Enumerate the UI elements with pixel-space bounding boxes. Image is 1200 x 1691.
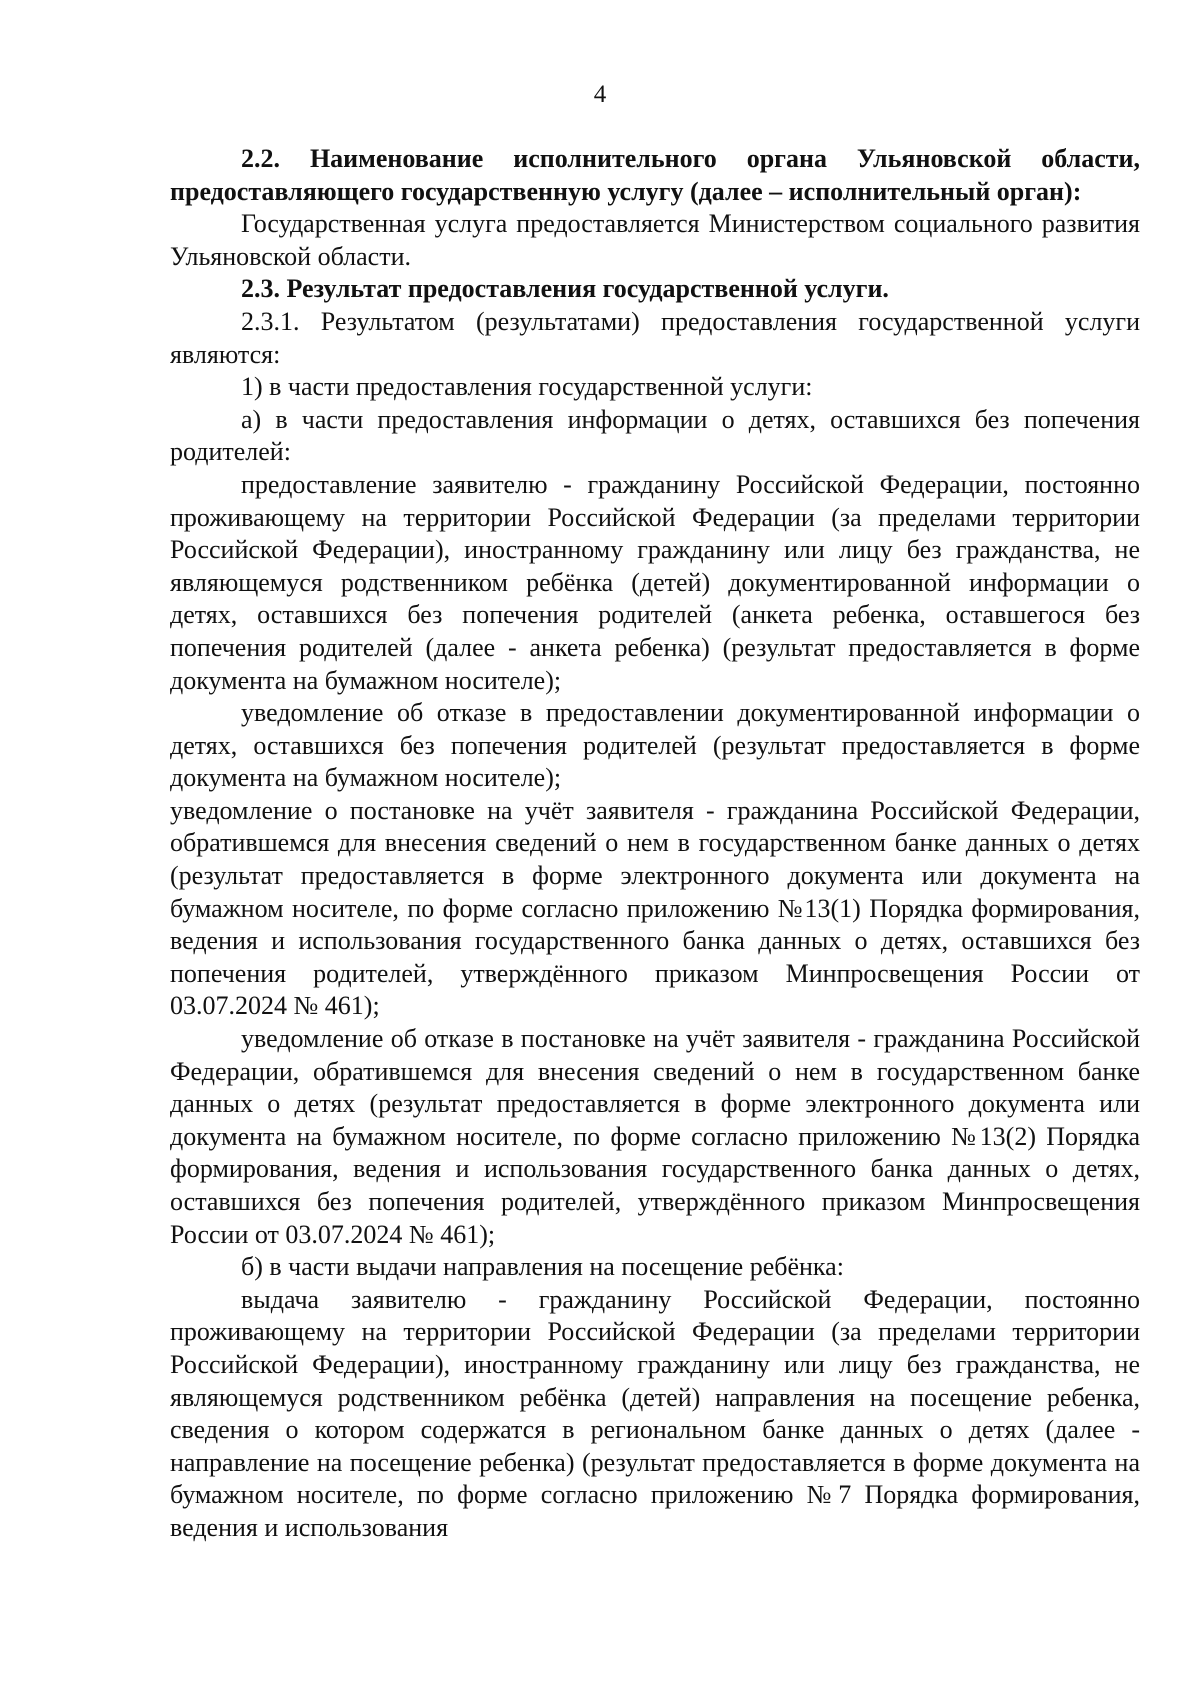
paragraph: уведомление об отказе в предоставлении документированной информации о детях, оставшихся без попечения родителей (результат предоставляется в форме документа на бумажном носителе); [170,698,1140,793]
paragraph: предоставление заявителю - гражданину Российской Федерации, постоянно проживающему на территории Российской Федерации (за пределами территории Российской Федерации), иностранному гражданину или лицу без гражданства, не являющемуся родственником ребёнка (детей) документированной информации о детях, оставшихся без попечения родителей (анкета ребенка, оставшегося без попечения родителей (далее - анкета ребенка) (результат предоставляется в форме документа на бумажном носителе); [170,469,1140,695]
list-item: б) в части выдачи направления на посещение ребёнка: [241,1252,844,1282]
paragraph: Государственная услуга предоставляется Министерством социального развития Ульяновской области. [170,209,1140,271]
list-item: 1) в части предоставления государственной услуги: [241,372,813,402]
list-item: а) в части предоставления информации о детях, оставшихся без попечения родителей: [170,404,1140,467]
section-heading-2-3: 2.3. Результат предоставления государственной услуги. [241,274,889,304]
section-heading-2-2: 2.2. Наименование исполнительного органа Ульяновской области, предоставляющего государственную услугу (далее – исполнительный орган): [170,144,1140,206]
paragraph: уведомление о постановке на учёт заявителя - гражданина Российской Федерации, обратившемся для внесения сведений о нем в государственном банке данных о детях (результат предоставляется в форме электронного документа или документа на бумажном носителе, по форме согласно приложению №13(1) Порядка формирования, ведения и использования государственного банка данных о детях, оставшихся без попечения родителей, утверждённого приказом Минпросвещения России от 03.07.2024 № 461); [170,795,1140,1021]
paragraph: уведомление об отказе в постановке на учёт заявителя - гражданина Российской Федерации, обратившемся для внесения сведений о нем в государственном банке данных о детях (результат предоставляется в форме электронного документа или документа на бумажном носителе, по форме согласно приложению №13(2) Порядка формирования, ведения и использования государственного банка данных о детях, оставшихся без попечения родителей, утверждённого приказом Минпросвещения России от 03.07.2024 № 461); [170,1024,1140,1249]
page-number: 4 [593,81,607,108]
paragraph: выдача заявителю - гражданину Российской Федерации, постоянно проживающему на территории Российской Федерации (за пределами территории Российской Федерации), иностранному гражданину или лицу без гражданства, не являющемуся родственником ребёнка (детей) направления на посещение ребенка, сведения о котором содержатся в региональном банке данных о детях (далее - направление на посещение ребенка) (результат предоставляется в форме документа на бумажном носителе, по форме согласно приложению №7 Порядка формирования, ведения и использования [170,1284,1140,1542]
paragraph: 2.3.1. Результатом (результатами) предоставления государственной услуги являются: [170,306,1140,369]
document-body [170,143,1140,1545]
